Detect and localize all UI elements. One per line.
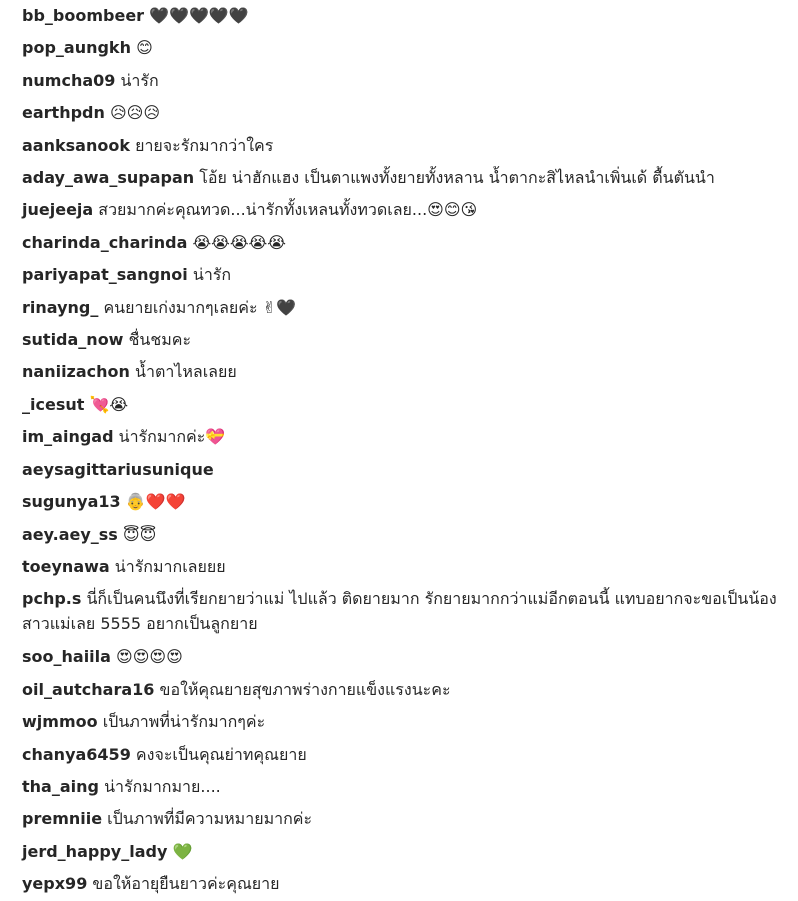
comment-row <box>22 836 798 868</box>
comment-text: น่ารักมากมาย.... <box>104 776 221 796</box>
comment-text: 😇😇 <box>122 524 157 544</box>
comment-username[interactable]: naniizachon <box>22 362 130 382</box>
comment-row <box>22 551 798 583</box>
comment-row <box>22 259 798 291</box>
comment-username[interactable]: aday_awa_supapan <box>22 168 195 188</box>
comment-row <box>22 356 798 388</box>
comment-username[interactable]: sugunya13 <box>22 492 121 512</box>
comment-text: ขอให้อายุยืนยาวค่ะคุณยาย <box>92 874 280 894</box>
comment-row <box>22 421 798 453</box>
comment-username[interactable]: wjmmoo <box>22 712 98 732</box>
comment-text: 💚 <box>172 841 193 861</box>
comment-text: โอ้ย น่าฮักแฮง เป็นตาแพงทั้งยายทั้งหลาน น้ำตากะสิไหลนำเพิ่นเด้ ตื้นตันนำ <box>199 168 715 188</box>
comment-username[interactable]: aey.aey_ss <box>22 524 118 544</box>
comment-text: เป็นภาพที่มีความหมายมากค่ะ <box>107 809 313 829</box>
comment-row <box>22 674 798 706</box>
comment-text: น่ารัก <box>192 265 232 285</box>
comment-username[interactable]: toeynawa <box>22 556 110 576</box>
comment-username[interactable]: sutida_now <box>22 330 124 350</box>
comment-row <box>22 486 798 518</box>
comment-text: สวยมากค่ะคุณทวด...น่ารักทั้งเหลนทั้งทวดเลย...😍😊😘 <box>98 200 478 220</box>
comment-text: คนยายเก่งมากๆเลยค่ะ ✌🖤 <box>103 297 296 317</box>
comment-username[interactable]: tha_aing <box>22 776 99 796</box>
comment-row <box>22 0 798 32</box>
comment-text: 😭😭😭😭😭 <box>192 232 286 252</box>
comment-text: ขอให้คุณยายสุขภาพร่างกายแข็งแรงนะคะ <box>159 679 451 699</box>
comment-row <box>22 868 798 900</box>
comment-username[interactable]: _icesut <box>22 394 85 414</box>
comment-username[interactable]: chanya6459 <box>22 744 131 764</box>
comment-row <box>22 389 798 421</box>
comment-row <box>22 583 782 641</box>
comment-username[interactable]: charinda_charinda <box>22 232 188 252</box>
comment-row <box>22 194 798 226</box>
comment-username[interactable]: pop_aungkh <box>22 38 131 58</box>
comment-text: 😊 <box>136 38 153 58</box>
comment-text: 😥😥😥 <box>109 103 161 123</box>
comment-row <box>22 32 798 64</box>
comment-row <box>22 324 798 356</box>
comment-username[interactable]: earthpdn <box>22 103 105 123</box>
comment-text: น้ำตาไหลเลยย <box>135 362 237 382</box>
comment-row <box>22 803 798 835</box>
comment-username[interactable]: premniie <box>22 809 103 829</box>
comment-text: คงจะเป็นคุณย่าทคุณยาย <box>135 744 307 764</box>
comment-username[interactable]: numcha09 <box>22 70 116 90</box>
comment-username[interactable]: rinayng_ <box>22 297 99 317</box>
comment-row <box>22 641 798 673</box>
comment-text: นี่ก็เป็นคนนึงที่เรียกยายว่าแม่ ไปแล้ว ติดยายมาก รักยายมากกว่าแม่อีกตอนนี้ แทบอยากจะขอเป็นน้องสาวแม่เลย 5555 อยากเป็นลูกยาย <box>22 589 777 634</box>
comment-text: เป็นภาพที่น่ารักมากๆค่ะ <box>102 712 266 732</box>
comment-text: 😍😍😍😍 <box>116 647 183 667</box>
comment-row <box>22 97 798 129</box>
comment-username[interactable]: jerd_happy_lady <box>22 841 168 861</box>
comment-row <box>22 706 798 738</box>
comment-text: 👵❤️❤️ <box>125 492 186 512</box>
comment-username[interactable]: pchp.s <box>22 589 82 609</box>
comment-row <box>22 130 798 162</box>
comment-username[interactable]: yepx99 <box>22 874 88 894</box>
comment-row <box>22 292 798 324</box>
comment-username[interactable]: juejeeja <box>22 200 94 220</box>
comment-username[interactable]: im_aingad <box>22 427 114 447</box>
comment-row <box>22 519 798 551</box>
comment-text: น่ารักมากค่ะ💝 <box>118 427 226 447</box>
comment-username[interactable]: oil_autchara16 <box>22 679 155 699</box>
comment-row <box>22 227 798 259</box>
comment-text: ชื่นชมคะ <box>128 330 192 350</box>
comment-username[interactable]: bb_boombeer <box>22 6 145 25</box>
comment-row <box>22 65 798 97</box>
comment-username[interactable]: pariyapat_sangnoi <box>22 265 188 285</box>
comment-text: น่ารักมากเลยยย <box>114 556 226 576</box>
comment-username[interactable]: soo_haiila <box>22 647 111 667</box>
comment-row <box>22 454 798 486</box>
comment-text: น่ารัก <box>120 70 159 90</box>
comment-row <box>22 162 798 194</box>
comment-row <box>22 771 798 803</box>
comment-text: ยายจะรักมากว่าใคร <box>135 135 274 155</box>
comment-text: 🖤🖤🖤🖤🖤 <box>149 6 249 25</box>
comment-username[interactable]: aeysagittariusunique <box>22 459 214 479</box>
comment-username[interactable]: aanksanook <box>22 135 130 155</box>
comment-row <box>22 739 798 771</box>
comment-text: 💘😭 <box>89 394 129 414</box>
